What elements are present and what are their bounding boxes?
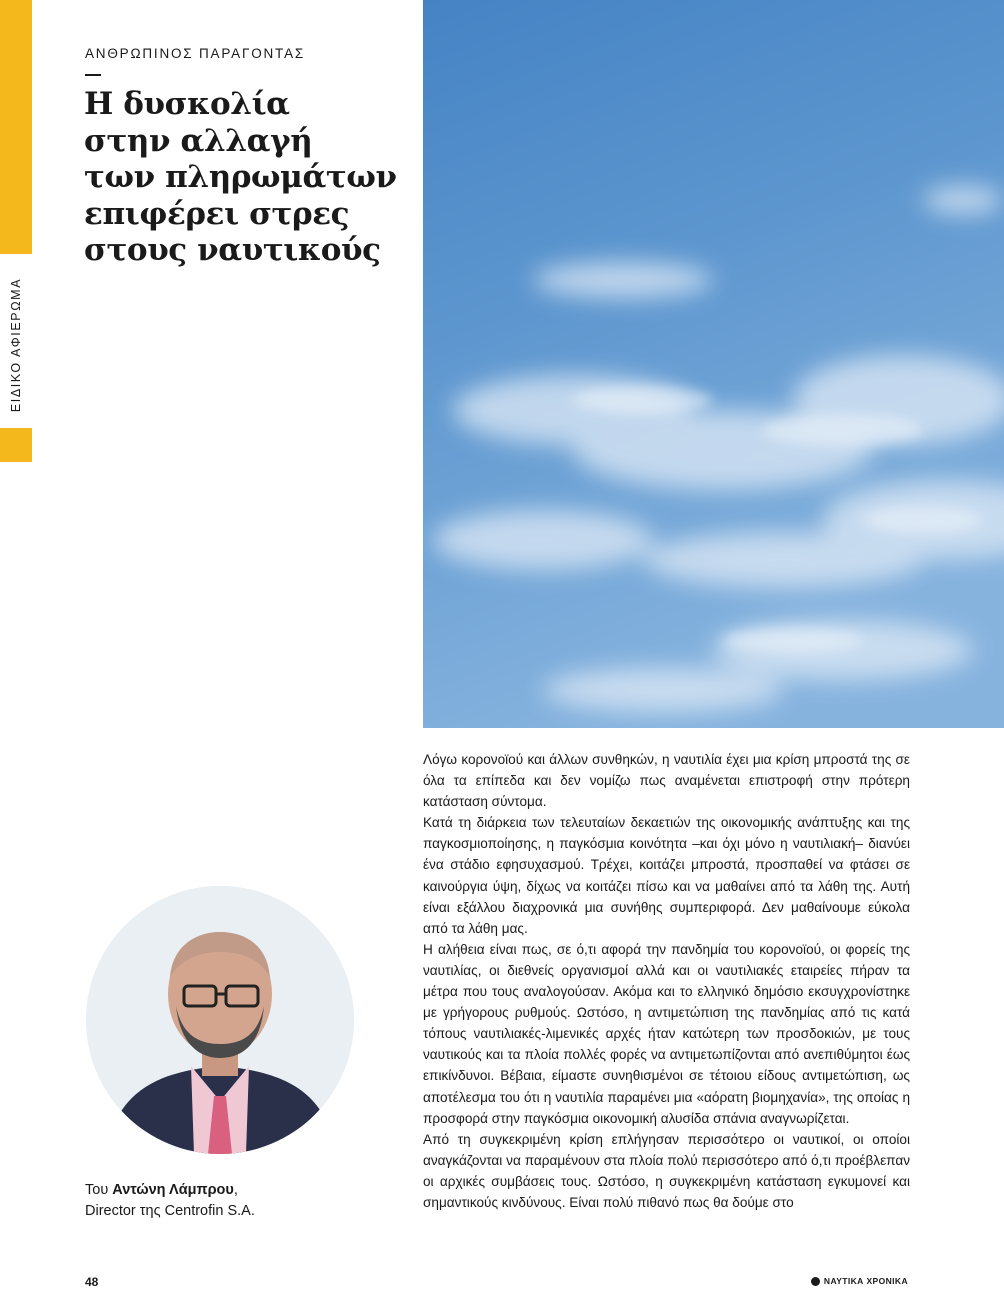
author-name: Αντώνη Λάμπρου bbox=[112, 1182, 234, 1198]
sky-clouds-image bbox=[423, 0, 1004, 728]
page-number: 48 bbox=[85, 1275, 99, 1289]
footer-brand bbox=[811, 1276, 908, 1286]
headline-line: επιφέρει στρες bbox=[84, 195, 350, 232]
kicker: ΑΝΘΡΩΠΙΝΟΣ ΠΑΡΑΓΟΝΤΑΣ bbox=[85, 46, 306, 61]
author-role: Director της Centrofin S.A. bbox=[85, 1203, 255, 1219]
article-paragraph: Η αλήθεια είναι πως, σε ό,τι αφορά την πανδημία του κορονοϊού, οι φορείς της ναυτιλίας, οι διεθνείς οργανισμοί αλλά και οι ναυτιλιακές εταιρείες πήραν τα μέτρα που τους αναλογούσαν. Ακόμα και το ελληνικό δημόσιο εκσυγχρονίστηκε με γρήγορους ρυθμούς. Ωστόσο, η αντιμετώπιση της πανδημίας από τις κατά τόπους ναυτιλιακές-λιμενικές αρχές ήταν κατώτερη των προσδοκιών, με τους ναυτικούς και τα πλοία πολλές φορές να αντιμετωπίζονται από ανεπιθύμητοι έως επικίνδυνοι. Βέβαια, είμαστε συνηθισμένοι σε τέτοιου είδους αντιμετώπιση, ως αποτέλεσμα του ότι η ναυτιλία παραμένει μια «αόρατη βιομηχανία», της οποίας η προσφορά στην παγκόσμια οικονομική αλυσίδα σπάνια αναγνωρίζεται. bbox=[423, 941, 910, 1126]
kicker-dash bbox=[85, 74, 101, 76]
byline-prefix: Του bbox=[85, 1182, 113, 1198]
section-accent-bar bbox=[0, 0, 32, 254]
brand-name: ΝΑΥΤΙΚΑ ΧΡΟΝΙΚΑ bbox=[823, 1276, 908, 1286]
brand-logo-icon bbox=[811, 1277, 820, 1286]
headline-line: στους ναυτικούς bbox=[84, 232, 381, 268]
headline-line: στην αλλαγή bbox=[84, 122, 313, 159]
headline-line: Η δυσκολία bbox=[84, 86, 290, 122]
headline bbox=[84, 86, 404, 269]
section-label: ΕΙΔΙΚΟ ΑΦΙΕΡΩΜΑ bbox=[9, 277, 23, 413]
sky-photo bbox=[423, 0, 1004, 728]
headline-line: των πληρωμάτων bbox=[84, 159, 397, 195]
author-portrait bbox=[86, 886, 354, 1154]
byline bbox=[85, 1180, 255, 1222]
article-paragraph: Κατά τη διάρκεια των τελευταίων δεκαετιών της οικονομικής ανάπτυξης και της παγκοσμιοποίησης, η παγκόσμια κοινότητα –και όχι μόνο η ναυτιλιακή– διανύει ένα στάδιο εφησυχασμού. Τρέχει, κοιτάζει μπροστά, προσπαθεί να φτάσει σε καινούργια ύψη, δίχως να κοιτάζει πίσω και να μαθαίνει από τα λάθη της. Αυτή είναι εξάλλου διαχρονικά μια συνήθης συμπεριφορά. Δεν μαθαίνουμε εύκολα από τα λάθη μας. bbox=[423, 815, 910, 936]
byline-suffix: , bbox=[233, 1182, 238, 1198]
article-paragraph: Από τη συγκεκριμένη κρίση επλήγησαν περισσότερο οι ναυτικοί, οι οποίοι αναγκάζονται να παραμένουν στα πλοία πολύ περισσότερο από ό,τι προέβλεπαν οι αρχικές συμβάσεις τους. Ωστόσο, η συγκεκριμένη κατάσταση εγκυμονεί και σημαντικούς κινδύνους. Είναι πολύ πιθανό πως θα δούμε στο bbox=[423, 1131, 910, 1210]
byline-author-line bbox=[85, 1180, 255, 1201]
article-paragraph: Λόγω κορονοϊού και άλλων συνθηκών, η ναυτιλία έχει μια κρίση μπροστά της σε όλα τα επίπεδα και δεν νομίζω πως αναμένεται επιστροφή στην πρότερη κατάσταση σύντομα. bbox=[423, 752, 910, 810]
author-photo-image bbox=[86, 886, 354, 1154]
article-body bbox=[423, 749, 910, 1213]
